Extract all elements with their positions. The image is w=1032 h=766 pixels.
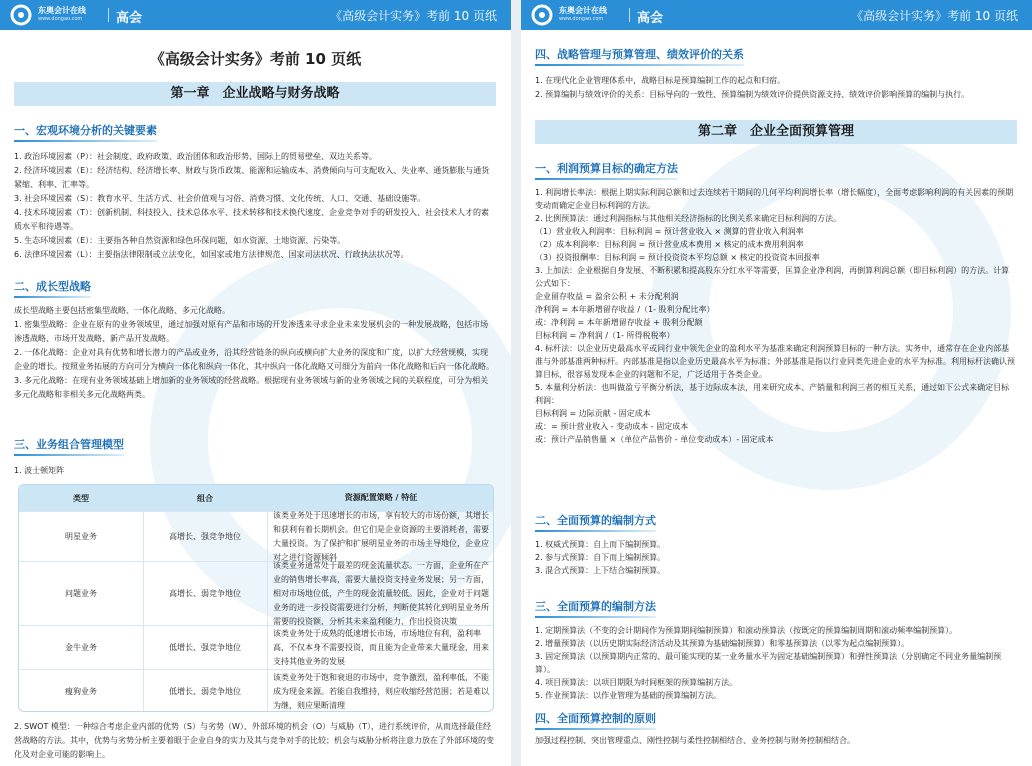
table-cell: 金牛业务 bbox=[65, 643, 97, 652]
list-item: 2. 参与式预算：自下而上编制预算。 bbox=[535, 553, 666, 562]
formula-line: 或：= 预计营业收入 - 变动成本 - 固定成本 bbox=[535, 422, 689, 431]
table-row bbox=[19, 561, 493, 625]
table-cell: 该类业务处于饱和衰退的市场中，竞争激烈，盈利率低，不能成为现金来源。若能自我维持，则应收缩经营范围；若是难以为继，则应果断清理 bbox=[273, 672, 489, 710]
table-cell: 该类业务通常处于最差的现金流量状态。一方面，企业所在产业的销售增长率高，需要大量投资支持业务发展；另一方面，相对市场地位低，产生的现金流量较低。因此，企业对于问题业务的进一步投资需要进行分析，判断使其转化到明星业务所需要的投资额，分析其未来盈利能力，作出投资决策 bbox=[273, 560, 489, 626]
table-row bbox=[19, 511, 493, 561]
list-item: 4. 项目预算法：以项目期限为时间框架的预算编制方法。 bbox=[535, 678, 738, 687]
header-title: 《高级会计实务》考前 10 页纸 bbox=[330, 9, 497, 23]
list-item: 4. 技术环境因素（T）：创新机制、科技投入、技术总体水平、技术转移和技术换代速度、企业竞争对手的研发投入、社会技术人才的素质水平和待遇等。 bbox=[14, 208, 490, 231]
table-cell: 问题业务 bbox=[65, 589, 97, 598]
list-item: （1）营业收入利润率：目标利润 = 预计营业收入 × 测算的营业收入利润率 bbox=[535, 227, 804, 236]
list-item: 4. 标杆法：以企业历史最高水平或同行业中领先企业的盈利水平为基准来确定利润预算目标的一种方法。实务中，通常存在企业内部基准与外部基准两种标杆。内部基准是指以企业历史最高水平为标准；外部基准是指以行业同类先进企业的水平为标准。利用标杆法确认预算目标，很容易发现本企业的问题和不足，广泛适用于各类企业。 bbox=[535, 344, 1015, 379]
brand-url: www.dongao.com bbox=[559, 16, 604, 22]
brand-logo-icon bbox=[10, 4, 34, 26]
table-cell: 低增长、弱竞争地位 bbox=[169, 687, 241, 696]
list-item: 2. 经济环境因素（E）：经济结构、经济增长率、财政与货币政策、能源和运输成本、消费倾向与可支配收入、失业率、通货膨胀与通货紧缩、利率、汇率等。 bbox=[14, 166, 490, 189]
table-header-row bbox=[19, 485, 493, 511]
list-item: 3. 多元化战略：在现有业务领域基础上增加新的业务领域的经营战略。根据现有业务领域与新的业务领域之间的关联程度，可分为相关多元化战略和非相关多元化战略两类。 bbox=[14, 376, 489, 399]
section-body bbox=[535, 538, 1017, 577]
table-row bbox=[19, 625, 493, 669]
brand-name: 东奥会计在线 bbox=[38, 6, 86, 15]
swot-paragraph: 2. SWOT 模型：一种综合考虑企业内部的优势（S）与劣势（W）、外部环境的机会（O）与威胁（T），进行系统评价，从而选择最佳经营战略的方法。其中，优势与劣势分析主要着眼于企业自身的实力及其与竞争对手的比较；机会与威胁分析将注意力放在了外部环境的变化及对企业可能的影响上。 bbox=[14, 722, 494, 759]
header-bar bbox=[521, 0, 1032, 30]
formula-line: 目标利润 = 净利润 /（1- 所得税税率） bbox=[535, 331, 675, 340]
section-body bbox=[14, 150, 496, 262]
list-item: 5. 作业预算法：以作业管理为基础的预算编制方法。 bbox=[535, 691, 722, 700]
table-cell: 高增长、强竞争地位 bbox=[169, 532, 241, 541]
list-item: 5. 生态环境因素（E）：主要指各种自然资源和绿色环保问题，如水资源、土地资源、污染等。 bbox=[14, 236, 346, 245]
formula-line: 或：预计产品销售量 ×（单位产品售价 - 单位变动成本）- 固定成本 bbox=[535, 435, 774, 444]
section-title: 三、全面预算的编制方法 bbox=[535, 600, 656, 613]
exam-level: 高会 bbox=[637, 11, 664, 26]
list-item: 3. 上加法：企业根据自身发展、不断积累和提高股东分红水平等需要，匡算企业净利润，再倒算利润总额（即目标利润）的方法。计算公式如下： bbox=[535, 266, 1010, 288]
list-item: 2. 比例预算法：通过利润指标与其他相关经济指标的比例关系来确定目标利润的方法。 bbox=[535, 214, 842, 223]
exam-level: 高会 bbox=[116, 11, 143, 26]
left-page bbox=[0, 0, 511, 766]
doc-title: 《高级会计实务》考前 10 页纸 bbox=[149, 50, 362, 68]
brand-url: www.dongao.com bbox=[38, 16, 83, 22]
list-item: 1. 权威式预算：自上而下编制预算。 bbox=[535, 540, 666, 549]
subsection-title: 1. 波士顿矩阵 bbox=[14, 466, 65, 475]
column-header: 资源配置策略 / 特征 bbox=[344, 493, 418, 502]
list-item: 1. 政治环境因素（P）：社会制度、政府政策、政治团体和政治形势、国际上的贸易壁垒、双边关系等。 bbox=[14, 152, 377, 161]
list-item: 1. 定期预算法（不变的会计期间作为预算期间编制预算）和滚动预算法（按既定的预算编制周期和滚动频率编制预算）。 bbox=[535, 626, 958, 635]
table-cell: 该类业务处于迅速增长的市场，享有较大的市场份额，其增长和获利有着长期机会。但它们是企业资源的主要消耗者，需要大量投资。为了保护和扩展明星业务的市场主导地位，企业应对之进行资源倾斜 bbox=[273, 510, 489, 562]
section-title: 一、利润预算目标的确定方法 bbox=[535, 162, 678, 175]
formula-line: 净利润 = 本年新增留存收益 /（1- 股利分配比率） bbox=[535, 305, 715, 314]
header-divider bbox=[629, 8, 630, 22]
section-title: 一、宏观环境分析的关键要素 bbox=[14, 124, 157, 137]
table-cell: 明星业务 bbox=[65, 532, 97, 541]
list-item: 3. 混合式预算：上下结合编制预算。 bbox=[535, 566, 666, 575]
table-cell: 瘦狗业务 bbox=[65, 687, 97, 696]
section-body bbox=[535, 74, 1017, 102]
bcg-matrix-table bbox=[18, 484, 494, 712]
section-body bbox=[535, 186, 1017, 446]
header-title: 《高级会计实务》考前 10 页纸 bbox=[851, 9, 1018, 23]
list-item: 3. 社会环境因素（S）：教育水平、生活方式、社会价值观与习俗、消费习惯、文化传统、人口、交通、基础设施等。 bbox=[14, 194, 426, 203]
section-title: 二、成长型战略 bbox=[14, 280, 91, 293]
list-item: （3）投资报酬率：目标利润 = 预计投资资本平均总额 × 核定的投资资本回报率 bbox=[535, 253, 820, 262]
table-cell: 低增长、强竞争地位 bbox=[169, 643, 241, 652]
chapter-heading: 第一章 企业战略与财务战略 bbox=[14, 82, 496, 106]
chapter-heading: 第二章 企业全面预算管理 bbox=[535, 120, 1017, 144]
section-body bbox=[14, 304, 496, 402]
section-title: 四、战略管理与预算管理、绩效评价的关系 bbox=[535, 48, 744, 61]
list-item: 2. 一体化战略：企业对具有优势和增长潜力的产品或业务，沿其经营链条的纵向或横向扩大业务的深度和广度，以扩大经营规模，实现企业的增长。按照业务拓展的方向可分为横向一体化和纵向一体化，其中纵向一体化战略又可细分为前向一体化战略和后向一体化战略。 bbox=[14, 348, 494, 371]
table-row bbox=[19, 669, 493, 712]
section-body bbox=[535, 624, 1017, 702]
list-item: （2）成本利润率：目标利润 = 预计营业成本费用 × 核定的成本费用利润率 bbox=[535, 240, 804, 249]
list-item: 3. 固定预算法（以预算期内正常的、最可能实现的某一业务量水平为固定基础编制预算）和弹性预算法（分别确定不同业务量编制预算）。 bbox=[535, 652, 1002, 674]
section-title: 二、全面预算的编制方式 bbox=[535, 514, 656, 527]
header-divider bbox=[108, 8, 109, 22]
list-item: 5. 本量利分析法：也叫做盈亏平衡分析法，基于边际成本法，用来研究成本、产销量和利润三者的相互关系，通过如下公式来确定目标利润： bbox=[535, 383, 1010, 405]
list-item: 1. 利润增长率法：根据上期实际利润总额和过去连续若干期间的几何平均利润增长率（增长幅度），全面考虑影响利润的有关因素的预期变动而确定企业目标利润的方法。 bbox=[535, 188, 1014, 210]
column-header: 类型 bbox=[73, 493, 89, 503]
section-body: 加强过程控制、突出管理重点、刚性控制与柔性控制相结合、业务控制与财务控制相结合。 bbox=[535, 736, 855, 745]
formula-line: 目标利润 = 边际贡献 - 固定成本 bbox=[535, 409, 651, 418]
list-item: 2. 增量预算法（以历史期实际经济活动及其预算为基础编制预算）和零基预算法（以零为起点编制预算）。 bbox=[535, 639, 910, 648]
section-title: 三、业务组合管理模型 bbox=[14, 438, 124, 451]
brand-name: 东奥会计在线 bbox=[559, 6, 607, 15]
formula-line: 企业留存收益 = 盈余公积 + 未分配利润 bbox=[535, 292, 679, 301]
list-item: 6. 法律环境因素（L）：主要指法律限制或立法变化，如国家或地方法律规范、国家司法状况、行政执法状况等。 bbox=[14, 250, 409, 259]
section-intro: 成长型战略主要包括密集型战略、一体化战略、多元化战略。 bbox=[14, 306, 230, 315]
table-cell: 该类业务处于成熟的低速增长市场，市场地位有利，盈利率高，不仅本身不需要投资，而且能为企业带来大量现金，用来支持其他业务的发展 bbox=[273, 628, 489, 666]
list-item: 1. 密集型战略：企业在原有的业务领域里，通过加强对原有产品和市场的开发渗透来寻求企业未来发展机会的一种发展战略，包括市场渗透战略、市场开发战略、新产品开发战略。 bbox=[14, 320, 489, 343]
list-item: 2. 预算编制与绩效评价的关系：目标导向的一致性、预算编制为绩效评价提供资源支持、绩效评价影响预算的编制与执行。 bbox=[535, 90, 970, 99]
right-page bbox=[521, 0, 1032, 766]
column-header: 组合 bbox=[197, 493, 213, 503]
header-bar bbox=[0, 0, 511, 30]
section-title: 四、全面预算控制的原则 bbox=[535, 712, 656, 725]
list-item: 1. 在现代化企业管理体系中，战略目标是预算编制工作的起点和归宿。 bbox=[535, 76, 786, 85]
formula-line: 或：净利润 = 本年新增留存收益 + 股利分配额 bbox=[535, 318, 703, 327]
table-cell: 高增长、弱竞争地位 bbox=[169, 589, 241, 598]
brand-logo-icon bbox=[531, 4, 555, 26]
